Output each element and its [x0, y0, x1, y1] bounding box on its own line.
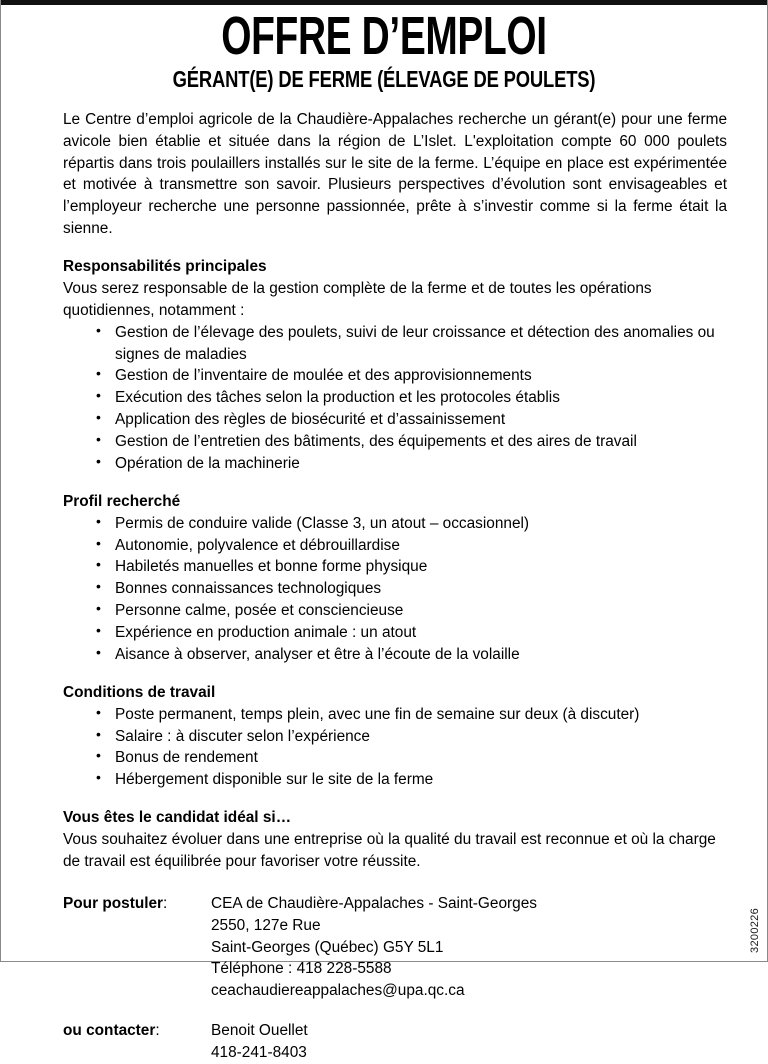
alternate-contact-name: Benoit Ouellet [211, 1022, 308, 1040]
alternate-contact-label-colon: : [155, 1022, 160, 1040]
page-title: OFFRE D’EMPLOI [221, 6, 547, 66]
list-item: • Exécution des tâches selon la production et les protocoles établis [63, 387, 727, 409]
apply-organization: CEA de Chaudière-Appalaches - Saint-Georges [211, 894, 537, 912]
apply-street-address: 2550, 127e Rue [211, 916, 321, 934]
list-item: • Bonus de rendement [63, 747, 727, 769]
bullet-list [63, 513, 727, 666]
list-item: • Gestion de l’élevage des poulets, suivi de leur croissance et détection des anomalies ou signes de maladies [63, 322, 727, 366]
list-item: • Poste permanent, temps plein, avec une fin de semaine sur deux (à discuter) [63, 704, 727, 726]
section-heading: Vous êtes le candidat idéal si… [63, 809, 292, 827]
section-responsabilites [63, 256, 727, 475]
section-profil-recherche [63, 491, 727, 666]
section-heading: Responsabilités principales [63, 258, 267, 276]
reference-code: 3200226 [749, 908, 761, 953]
apply-email[interactable]: ceachaudiereappalaches@upa.qc.ca [211, 982, 465, 1000]
alternate-contact-label-text: ou contacter [63, 1022, 156, 1040]
list-item: • Expérience en production animale : un atout [63, 622, 727, 644]
apply-city-postal: Saint-Georges (Québec) G5Y 5L1 [211, 938, 444, 956]
apply-label-colon: : [163, 894, 168, 912]
alternate-contact-row [63, 1020, 727, 1064]
list-item: • Application des règles de biosécurité et d’assainissement [63, 409, 727, 431]
section-lead: Vous serez responsable de la gestion complète de la ferme et de toutes les opérations quotidiennes, notamment : [63, 279, 652, 319]
bullet-list [63, 322, 727, 475]
list-item: • Permis de conduire valide (Classe 3, un atout – occasionnel) [63, 513, 727, 535]
list-item: • Habiletés manuelles et bonne forme physique [63, 556, 727, 578]
list-item: • Opération de la machinerie [63, 453, 727, 475]
apply-label-text: Pour postuler [63, 894, 164, 912]
candidat-ideal-text: Vous souhaitez évoluer dans une entreprise où la qualité du travail est reconnue et où la charge de travail est équilibrée pour favoriser votre réussite. [63, 831, 716, 870]
list-item: • Gestion de l’inventaire de moulée et des approvisionnements [63, 365, 727, 387]
masthead [63, 6, 745, 92]
apply-row [63, 893, 727, 1002]
list-item: • Hébergement disponible sur le site de la ferme [63, 769, 727, 791]
section-heading: Conditions de travail [63, 683, 216, 701]
section-candidat-ideal [63, 807, 727, 873]
intro-paragraph: Le Centre d’emploi agricole de la Chaudière-Appalaches recherche un gérant(e) pour une ferme avicole bien établie et située dans la région de L’Islet. L'exploitation compte 60 000 poulets répartis dans trois poulaillers installés sur le site de la ferme. L’équipe en place est expérimentée et motivée à transmettre son savoir. Plusieurs perspectives d’évolution sont envisageables et l’employeur recherche une personne passionnée, prête à s’investir comme si la ferme était la sienne. [63, 110, 727, 238]
list-item: • Gestion de l’entretien des bâtiments, des équipements et des aires de travail [63, 431, 727, 453]
alternate-contact-values [211, 1020, 727, 1064]
section-heading: Profil recherché [63, 492, 181, 510]
alternate-contact-phone: 418-241-8403 [211, 1044, 307, 1062]
section-conditions-de-travail [63, 682, 727, 791]
apply-label [63, 893, 211, 915]
list-item: • Bonnes connaissances technologiques [63, 578, 727, 600]
apply-values [211, 893, 727, 1002]
page-subtitle: GÉRANT(E) DE FERME (ÉLEVAGE DE POULETS) [172, 65, 596, 92]
bullet-list [63, 704, 727, 792]
contact-block [63, 893, 727, 1064]
list-item: • Autonomie, polyvalence et débrouillardise [63, 535, 727, 557]
list-item: • Personne calme, posée et consciencieuse [63, 600, 727, 622]
list-item: • Aisance à observer, analyser et être à l’écoute de la volaille [63, 644, 727, 666]
body-wrap [63, 109, 745, 1064]
page-content [1, 5, 767, 1062]
apply-phone: Téléphone : 418 228-5588 [211, 960, 392, 978]
alternate-contact-label [63, 1020, 211, 1042]
list-item: • Salaire : à discuter selon l’expérience [63, 726, 727, 748]
